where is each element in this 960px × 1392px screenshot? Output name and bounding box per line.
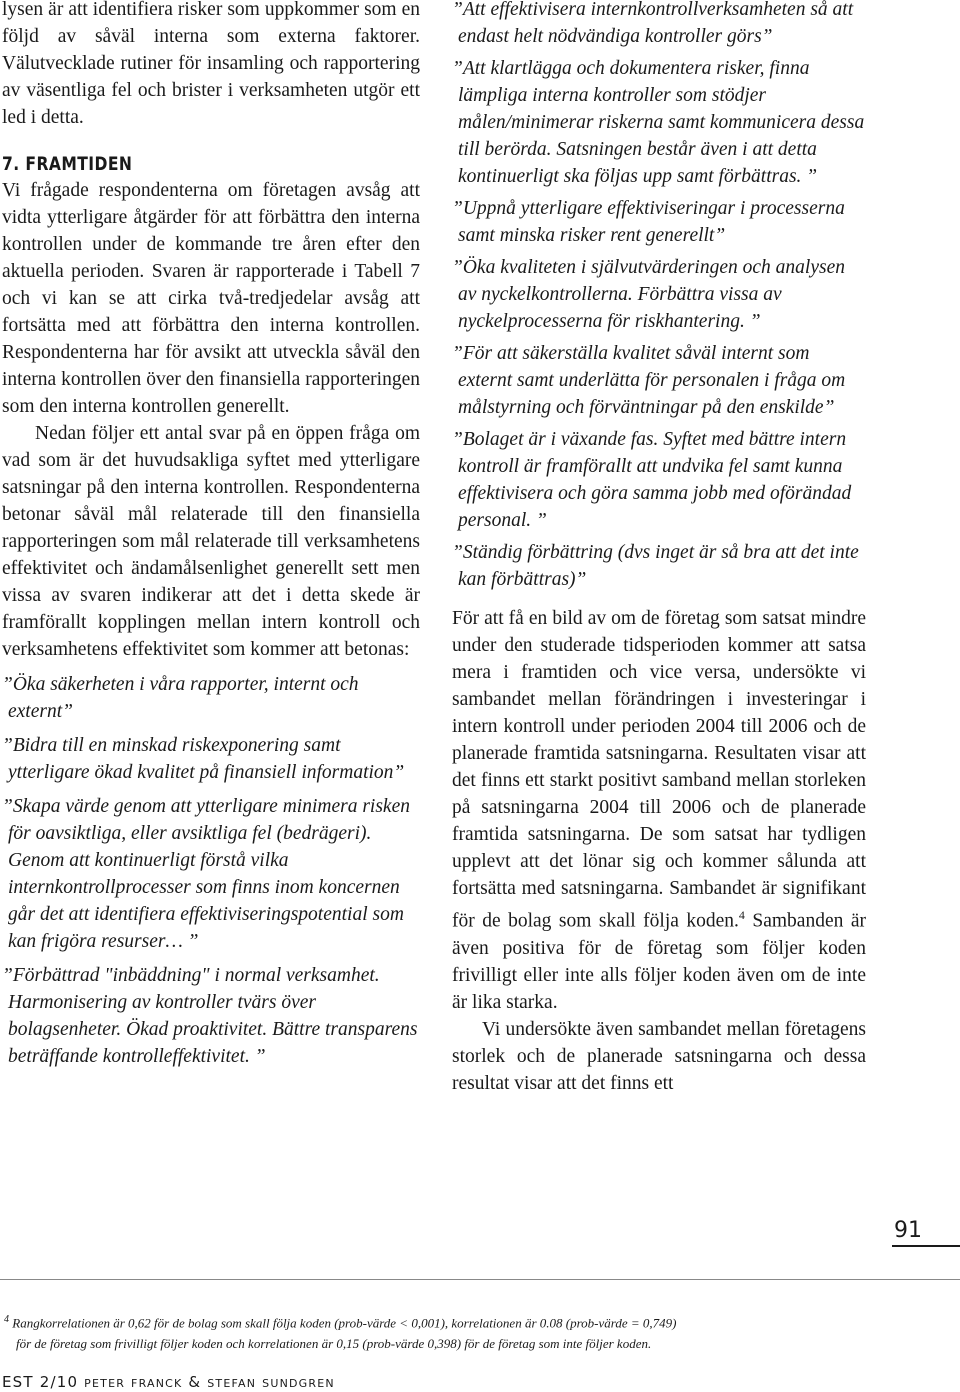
footnote bbox=[4, 1309, 884, 1354]
respondent-quote: ”Uppnå ytterligare effektiviseringar i processerna samt minska risker rent generellt” bbox=[452, 198, 845, 246]
body-text: För att få en bild av om de företag som satsat mindre under den studerade tidsperioden kommer att satsa mera i framtiden och vice versa, undersökte vi sambandet mellan förändringen i investeringar i intern kontroll under perioden 2004 till 2006 och de planerade framtida satsningarna. Resultaten visar att det finns ett starkt positivt samband mellan storleken på satsningarna 2004 till 2006 och de planerade framtida satsningarna. De som satsat har tydligen upplevt att det lönar sig och kommer sålunda att fortsätta med satsningarna. Sambandet är signifikant för de bolag som skall följa koden. bbox=[452, 608, 866, 932]
body-paragraph bbox=[452, 605, 866, 1016]
page-number: 91 bbox=[892, 1218, 960, 1247]
body-paragraph: Vi frågade respondenterna om företagen avsåg att vidta ytterligare åtgärder för att förbättra den interna kontrollen under de kommande tre åren efter den aktuella perioden. Svaren är rapporterade i Tabell 7 och vi kan se att cirka två-tredjedelar avsåg att fortsätta med att förbättra den interna kontrollen. Respondenterna har för avsikt att utveckla såväl den interna kontrollen över den finansiella rapporteringen som den interna kontrollen generellt. bbox=[2, 180, 420, 417]
respondent-quote: ”Förbättrad "inbäddning" i normal verksamhet. Harmonisering av kontroller tvärs över bolagsenheter. Ökad proaktivitet. Bättre transparens beträffande kontrolleffektivitet. ” bbox=[2, 965, 418, 1067]
respondent-quote: ”Skapa värde genom att ytterligare minimera risken för oavsiktliga, eller avsiktliga fel (bedrägeri). Genom att kontinuerligt förstå vilka internkontrollprocesser som finns inom koncernen går det att identifiera effektiviseringspotential som kan frigöra resurser… ” bbox=[2, 796, 410, 952]
intro-paragraph: lysen är att identifiera risker som uppkommer som en följd av såväl interna som externa faktorer. Välutvecklade rutiner för insamling och rapportering av väsentliga fel och brister i verksamheten utgör ett led i detta. bbox=[2, 0, 420, 128]
respondent-quote: ”Öka kvaliteten i självutvärderingen och analysen av nyckelkontrollerna. Förbättra vissa av nyckelprocesserna för riskhantering. ” bbox=[452, 257, 845, 332]
footnote-text: Rangkorrelationen är 0,62 för de bolag som skall följa koden (prob-värde < 0,001), korrelationen är 0.08 (prob-värde = 0,749) bbox=[12, 1315, 677, 1331]
respondent-quote: ”Bidra till en minskad riskexponering samt ytterligare ökad kvalitet på finansiell information” bbox=[2, 735, 405, 783]
body-paragraph: Nedan följer ett antal svar på en öppen fråga om vad som är det huvudsakliga syftet med ytterligare satsningar på den interna kontrollen. Respondenterna betonar såväl mål relaterade till den finansiella rapporteringen som mål relaterade till verksamhetens effektivitet och ändamålsenlighet generellt sett men vissa av svaren indikerar att det i detta skede är framförallt kopplingen mellan intern kontroll och verksamhetens effektivitet som kommer att betonas: bbox=[2, 423, 420, 660]
respondent-quote: ”Ständig förbättring (dvs inget är så bra att det inte kan förbättras)” bbox=[452, 542, 859, 590]
body-text: Sambanden är även positiva för de företag som följer koden frivilligt eller inte alls följer koden även om de inte är lika starka. bbox=[452, 910, 866, 1013]
section-heading: 7. FRAMTIDEN bbox=[2, 153, 133, 175]
footnote-reference[interactable]: 4 bbox=[738, 908, 745, 922]
footnote-number: 4 bbox=[4, 1314, 9, 1325]
right-column bbox=[452, 0, 866, 1097]
footnote-divider bbox=[0, 1279, 960, 1280]
respondent-quote: ”Bolaget är i växande fas. Syftet med bättre intern kontroll är framförallt att undvika fel samt kunna effektivisera och göra samma jobb med oförändad personal. ” bbox=[452, 429, 852, 531]
respondent-quote: ”Att klartlägga och dokumentera risker, finna lämpliga interna kontroller som stödjer målen/minimerar riskerna samt kommunicera dessa till berörda. Satsningen består även i att detta kontinuerligt ska följas upp samt förbättras. ” bbox=[452, 58, 865, 187]
quote-list bbox=[452, 0, 866, 593]
body-paragraph: Vi undersökte även sambandet mellan företagens storlek och de planerade satsningarna och dessa resultat visar att det finns ett bbox=[452, 1018, 866, 1094]
running-footer: EST 2/10 peter franck & stefan sundgren bbox=[2, 1373, 335, 1391]
quote-list bbox=[2, 671, 420, 1070]
footnote-text: för de företag som frivilligt följer koden och korrelationen är 0,15 (prob-värde 0,398) för de företag som inte följer koden. bbox=[16, 1336, 652, 1352]
respondent-quote: ”För att säkerställa kvalitet såväl internt som externt samt underlätta för personalen i fråga om målstyrning och förväntningar på den enskilde” bbox=[452, 343, 846, 418]
respondent-quote: ”Att effektivisera internkontrollverksamheten så att endast helt nödvändiga kontroller görs” bbox=[452, 0, 854, 47]
respondent-quote: ”Öka säkerheten i våra rapporter, internt och externt” bbox=[2, 674, 359, 722]
left-column bbox=[2, 0, 420, 1070]
